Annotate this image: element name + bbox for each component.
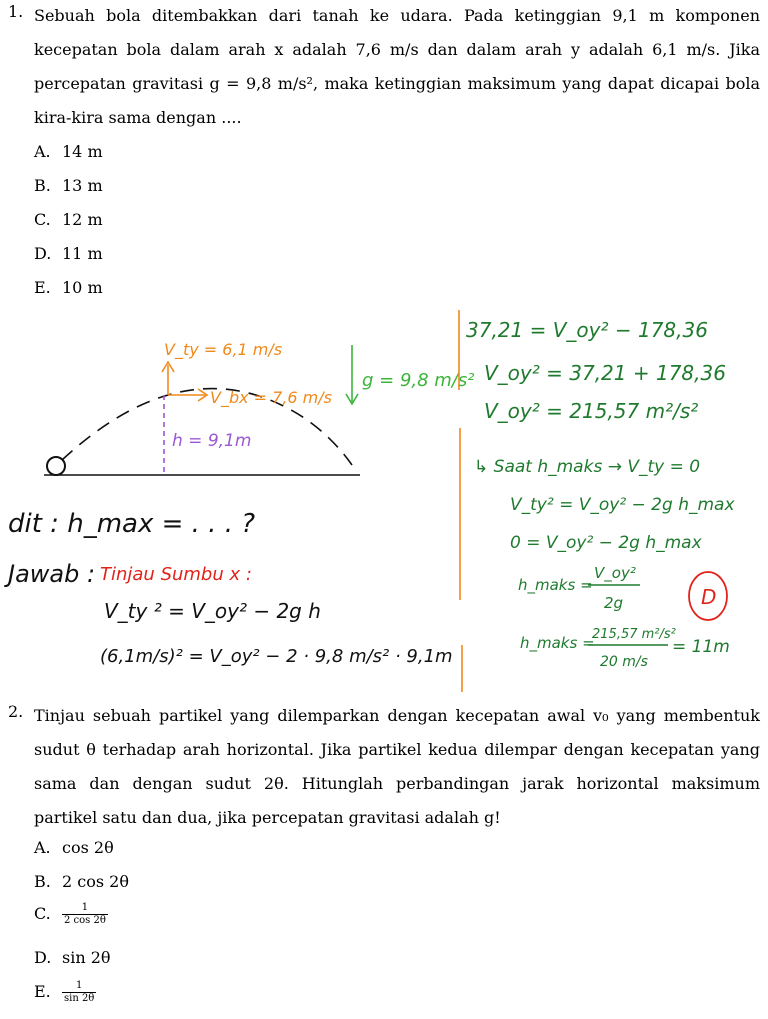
q2-option-a: A. cos 2θ: [34, 838, 114, 857]
question-1-line: kira-kira sama dengan ....: [34, 108, 242, 127]
question-2-line: partikel satu dan dua, jika percepatan gravitasi adalah g!: [34, 808, 501, 827]
question-1-line: kecepatan bola dalam arah x adalah 7,6 m/s dan dalam arah y adalah 6,1 m/s. Jika: [34, 40, 760, 59]
work-r7-num: V_oy²: [594, 564, 636, 582]
work-r8-lhs: h_maks =: [520, 634, 595, 652]
work-r6: 0 = V_oy² − 2g h_max: [510, 533, 702, 553]
question-2-text: [34, 699, 760, 835]
work-r1: 37,21 = V_oy² − 178,36: [466, 318, 708, 342]
work-r8-den: 20 m/s: [600, 654, 648, 670]
label-vbx: V_bx = 7,6 m/s: [210, 388, 332, 407]
q1-option-e: E. 10 m: [34, 278, 103, 297]
work-r8-num: 215,57 m²/s²: [592, 627, 676, 642]
q2-option-e-fraction: $\frac{1}{\sin 2\theta}$: [64, 980, 95, 1004]
label-vty: V_ty = 6,1 m/s: [164, 340, 283, 359]
q1-option-c: C. 12 m: [34, 210, 103, 229]
q2-option-c-fraction: $\frac{1}{2 \cos 2\theta}$: [64, 902, 106, 926]
work-r4: ↳ Saat h_maks → V_ty = 0: [474, 457, 701, 477]
work-r5: V_ty² = V_oy² − 2g h_max: [510, 495, 735, 515]
question-2-line: Tinjau sebuah partikel yang dilemparkan dengan kecepatan awal v₀ yang membentuk: [34, 706, 760, 725]
label-g: g = 9,8 m/s²: [362, 370, 475, 391]
work-eq1: V_ty ² = V_oy² − 2g h: [104, 599, 321, 623]
q2-option-b: B. 2 cos 2θ: [34, 872, 129, 891]
jawab-label: Jawab :: [8, 560, 96, 588]
question-2-number: 2.: [8, 702, 24, 721]
work-r8-result: = 11m: [672, 637, 730, 657]
question-2-line: sama dan dengan sudut 2θ. Hitunglah perbandingan jarak horizontal maksimum: [34, 774, 760, 793]
label-h: h = 9,1m: [172, 431, 252, 451]
question-1-line: percepatan gravitasi g = 9,8 m/s², maka ketinggian maksimum yang dapat dicapai bola: [34, 74, 760, 93]
question-1-text: [34, 0, 760, 135]
q2-option-c: C. $\frac{1}{2 \cos 2\theta}$: [34, 902, 106, 926]
q1-option-b: B. 13 m: [34, 176, 103, 195]
work-r7-lhs: h_maks =: [518, 576, 593, 594]
work-r3: V_oy² = 215,57 m²/s²: [484, 399, 699, 423]
question-1-line: Sebuah bola ditembakkan dari tanah ke udara. Pada ketinggian 9,1 m komponen: [34, 6, 760, 25]
q2-option-d: D. sin 2θ: [34, 948, 111, 967]
divider-line: [459, 310, 462, 692]
question-2-line: sudut θ terhadap arah horizontal. Jika partikel kedua dilempar dengan kecepatan yang: [34, 740, 760, 759]
q1-option-a: A. 14 m: [34, 142, 103, 161]
answer-letter: D: [701, 585, 717, 609]
question-1-number: 1.: [8, 2, 24, 21]
tinjau-line: Tinjau Sumbu x :: [100, 564, 252, 585]
work-r2: V_oy² = 37,21 + 178,36: [484, 361, 726, 385]
dit-line: dit : h_max = . . . ?: [8, 509, 256, 539]
q2-option-e: E. $\frac{1}{\sin 2\theta}$: [34, 980, 95, 1004]
work-r7-den: 2g: [604, 594, 624, 612]
work-eq2: (6,1m/s)² = V_oy² − 2 · 9,8 m/s² · 9,1m: [100, 646, 453, 667]
handwritten-solution: [0, 300, 768, 695]
q1-option-d: D. 11 m: [34, 244, 103, 263]
ball: [47, 457, 65, 475]
